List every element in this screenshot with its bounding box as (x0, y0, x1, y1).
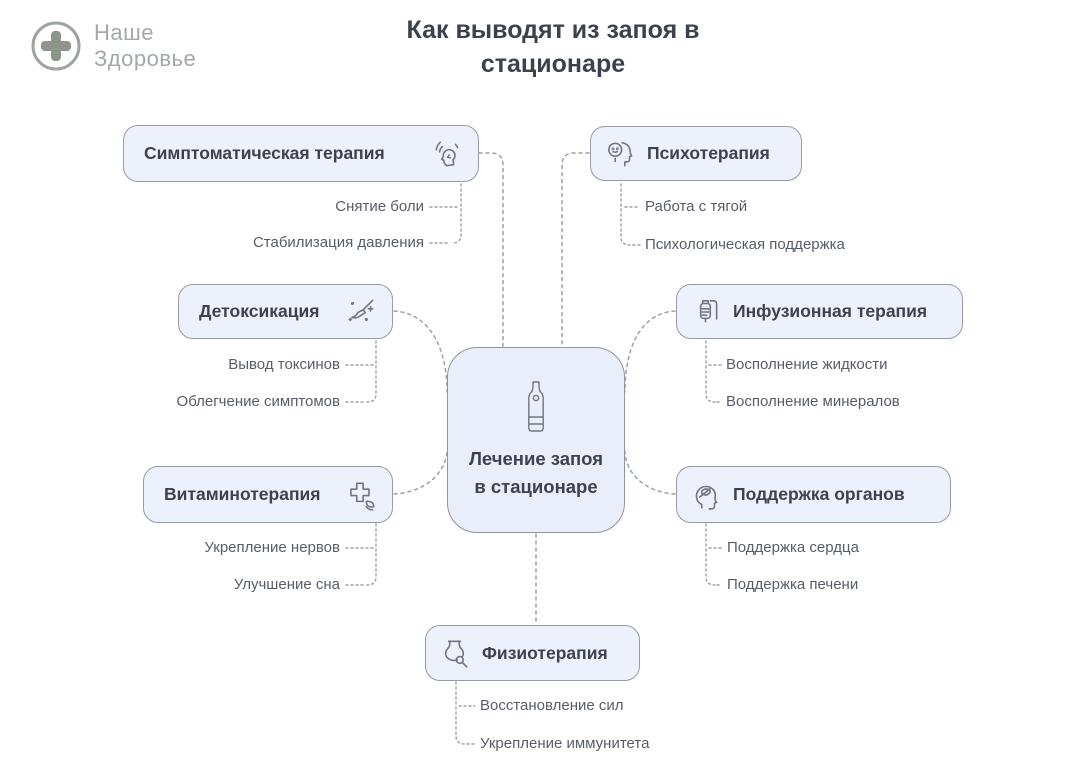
sub-item: Работа с тягой (645, 198, 748, 215)
headache-icon (430, 137, 464, 171)
node-infusion-therapy (676, 284, 963, 339)
node-label: Симптоматическая терапия (144, 143, 385, 163)
sub-item: Вывод токсинов (228, 356, 340, 373)
node-label: Детоксикация (199, 301, 320, 321)
node-label: Психотерапия (647, 143, 770, 163)
center-node-treatment (447, 347, 625, 533)
sub-item: Снятие боли (335, 198, 424, 215)
node-symptomatic-therapy (123, 125, 479, 182)
sub-item: Укрепление иммунитета (480, 735, 650, 752)
sub-item: Поддержка печени (727, 576, 859, 593)
cross-leaf-icon (344, 478, 378, 512)
iv-drip-icon (689, 295, 723, 329)
node-label: Поддержка органов (733, 484, 905, 504)
node-label: Витаминотерапия (164, 484, 321, 504)
logo-line1: Наше (94, 20, 155, 46)
sub-item: Восполнение жидкости (726, 356, 888, 373)
node-physiotherapy (425, 625, 640, 681)
center-node-label: Лечение запоя в стационаре (468, 448, 604, 497)
node-label: Физиотерапия (482, 642, 608, 663)
node-organ-support (676, 466, 951, 523)
sub-item: Психологическая поддержка (645, 236, 845, 253)
node-label: Инфузионная терапия (733, 301, 928, 321)
medical-cross-icon (30, 20, 82, 72)
sub-item: Стабилизация давления (252, 234, 424, 251)
sub-item: Улучшение сна (233, 576, 340, 593)
logo (30, 20, 196, 72)
sub-item: Поддержка сердца (727, 539, 859, 556)
node-vitamin-therapy (143, 466, 393, 523)
sub-item: Облегчение симптомов (176, 393, 340, 410)
body-massage-icon (438, 636, 472, 670)
page-title: Как выводят из запоя в стационаре (406, 16, 700, 78)
sub-item: Восполнение минералов (726, 393, 900, 410)
broom-sparkle-icon (344, 295, 378, 329)
organ-head-icon (689, 478, 723, 512)
node-detox (178, 284, 393, 339)
node-psychotherapy (590, 126, 802, 181)
sub-item: Восстановление сил (480, 697, 624, 714)
logo-text (94, 20, 196, 72)
mind-smiley-icon (603, 137, 637, 171)
bottle-icon (521, 379, 551, 435)
logo-line2: Здоровье (94, 46, 197, 71)
sub-item: Укрепление нервов (204, 539, 340, 556)
